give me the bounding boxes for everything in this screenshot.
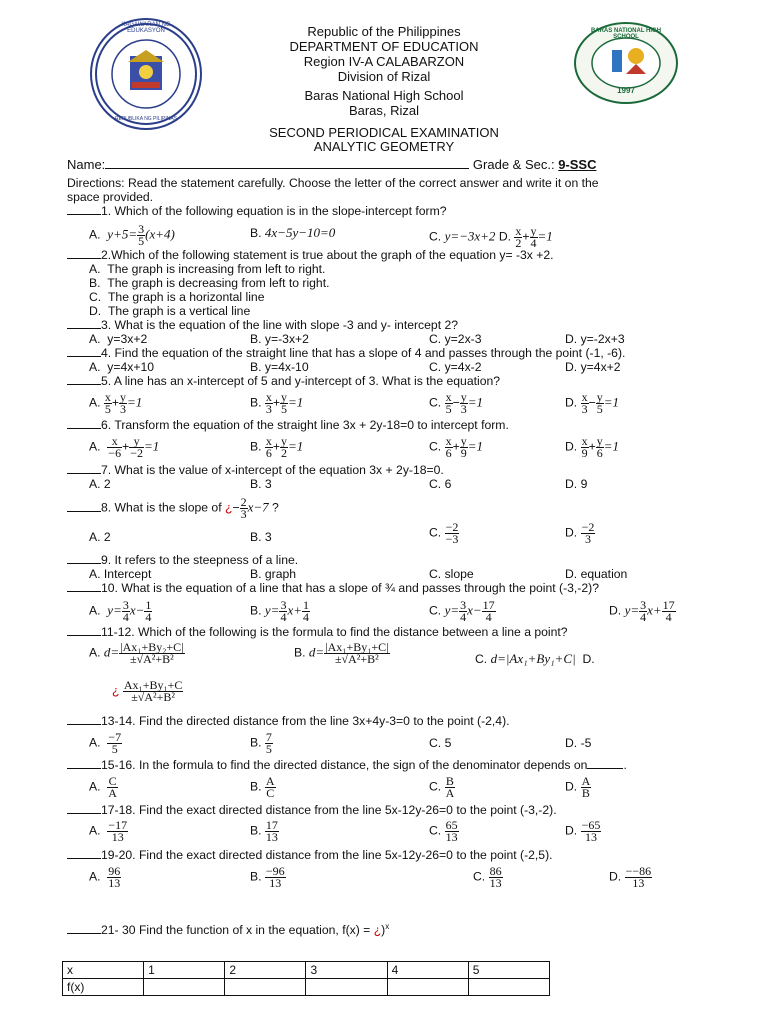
q17-option-c: C. $\frac{65}{13}$ — [429, 818, 458, 844]
answer-blank-15[interactable] — [67, 768, 101, 769]
directions-line1: Directions: Read the statement carefully. Choose the letter of the correct answer and write it on the — [67, 176, 599, 190]
answer-blank-10[interactable] — [67, 591, 101, 592]
table-cell[interactable] — [225, 979, 306, 996]
table-cell: 2 — [225, 962, 306, 979]
question-5: 5. A line has an x-intercept of 5 and y-intercept of 3. What is the equation? — [67, 374, 500, 388]
q10-option-c: C. y= $\frac{3}{4}$ x− $\frac{17}{4}$ — [429, 598, 495, 624]
q19-option-d: D. $\frac{--86}{13}$ — [609, 864, 652, 890]
q4-option-c: C. y=4x-2 — [429, 360, 482, 374]
header-school: Baras National High School — [304, 88, 464, 103]
name-label: Name: — [67, 157, 106, 172]
q4-option-d: D. y=4x+2 — [565, 360, 621, 374]
school-seal-text: BARAS NATIONAL HIGH SCHOOL — [590, 28, 662, 40]
q1-option-b: B. 4x−5y−10=0 — [250, 225, 336, 240]
table-cell[interactable] — [306, 979, 387, 996]
q7-option-c: C. 6 — [429, 477, 452, 491]
q8-option-c: C. $\frac{-2}{-3}$ — [429, 520, 459, 546]
q7-option-a: A. 2 — [89, 477, 111, 491]
deped-seal-top-text: KAGAWARAN NG EDUKASYON — [121, 22, 171, 34]
grade-label: Grade & Sec.: — [472, 157, 555, 172]
answer-blank-8[interactable] — [67, 511, 101, 512]
exam-subject: ANALYTIC GEOMETRY — [313, 139, 455, 154]
q4-option-b: B. y=4x-10 — [250, 360, 309, 374]
answer-blank-7[interactable] — [67, 473, 101, 474]
q11-option-d: ¿ $\frac{\text{Ax₁+By₁+C}}{\text{±√A²+B²}}$ — [112, 678, 183, 704]
table-row — [63, 962, 550, 979]
q7-option-d: D. 9 — [565, 477, 588, 491]
table-cell: 5 — [468, 962, 549, 979]
deped-seal-bottom-text: REPUBLIKA NG PILIPINAS — [115, 116, 177, 122]
name-field[interactable] — [105, 168, 469, 169]
table-row — [63, 979, 550, 996]
question-1: 1. Which of the following equation is in the slope-intercept form? — [67, 204, 447, 218]
q8-option-b: B. 3 — [250, 530, 272, 544]
question-11: 11-12. Which of the following is the formula to find the distance between a line a point? — [67, 625, 568, 639]
table-cell: 1 — [144, 962, 225, 979]
q17-option-b: B. $\frac{17}{13}$ — [250, 818, 278, 844]
school-seal-year: 1997 — [617, 86, 635, 95]
question-19: 19-20. Find the exact directed distance from the line 5x-12y-26=0 to the point (-2,5). — [67, 848, 553, 862]
answer-blank-11[interactable] — [67, 635, 101, 636]
header-deped: DEPARTMENT OF EDUCATION — [289, 39, 479, 54]
q9-option-d: D. equation — [565, 567, 628, 581]
question-8: 8. What is the slope of ¿− $\frac{2}{3}$ x−7 ? — [67, 497, 279, 520]
q3-option-b: B. y=-3x+2 — [250, 332, 309, 346]
q19-option-b: B. $\frac{-96}{13}$ — [250, 864, 285, 890]
q3-option-a: A. y=3x+2 — [89, 332, 148, 346]
q19-option-a: A. $\frac{96}{13}$ — [89, 864, 121, 890]
answer-blank-9[interactable] — [67, 563, 101, 564]
q6-option-d: D. $\frac{x}{9}$ + $\frac{y}{6}$ =1 — [565, 434, 619, 460]
q8-option-d: D. $\frac{-2}{3}$ — [565, 520, 595, 546]
q10-option-a: A. y= $\frac{3}{4}$ x− $\frac{1}{4}$ — [89, 598, 152, 624]
q13-option-b: B. $\frac{7}{5}$ — [250, 730, 272, 756]
question-15: 15-16. In the formula to find the directed distance, the sign of the denominator depends on . — [67, 758, 627, 772]
header-republic: Republic of the Philippines — [307, 24, 461, 39]
table-cell: 3 — [306, 962, 387, 979]
question-2: 2.Which of the following statement is true about the graph of the equation y= -3x +2. — [67, 248, 554, 262]
q9-option-a: A. Intercept — [89, 567, 152, 581]
q17-option-d: D. $\frac{-65}{13}$ — [565, 818, 601, 844]
question-4: 4. Find the equation of the straight line that has a slope of 4 and passes through the point (-1, -6). — [67, 346, 625, 360]
q7-option-b: B. 3 — [250, 477, 272, 491]
q6-option-a: A. $\frac{x}{-6}$ + $\frac{y}{-2}$ =1 — [89, 434, 160, 460]
grade-value: 9-SSC — [558, 157, 597, 172]
q8-option-a: A. 2 — [89, 530, 111, 544]
answer-blank-13[interactable] — [67, 724, 101, 725]
q13-option-c: C. 5 — [429, 736, 452, 750]
answer-blank-17[interactable] — [67, 813, 101, 814]
q6-option-b: B. $\frac{x}{6}$ + $\frac{y}{2}$ =1 — [250, 434, 304, 460]
question-10: 10. What is the equation of a line that has a slope of ¾ and passes through the point (-3,-2)? — [67, 581, 599, 595]
q6-option-c: C. $\frac{x}{6}$ + $\frac{y}{9}$ =1 — [429, 434, 483, 460]
function-table — [62, 961, 550, 996]
question-7: 7. What is the value of x-intercept of the equation 3x + 2y-18=0. — [67, 463, 444, 477]
question-17: 17-18. Find the exact directed distance from the line 5x-12y-26=0 to the point (-3,-2). — [67, 803, 557, 817]
answer-blank-21[interactable] — [67, 933, 101, 934]
answer-blank-19[interactable] — [67, 858, 101, 859]
table-cell: x — [63, 962, 144, 979]
table-cell: f(x) — [63, 979, 144, 996]
q2-option-c: C. The graph is a horizontal line — [89, 290, 265, 304]
table-cell: 4 — [387, 962, 468, 979]
question-21: 21- 30 Find the function of x in the equation, f(x) = ¿)$^x$ — [67, 920, 389, 937]
q5-option-a: A. $\frac{x}{5}$ + $\frac{y}{3}$ =1 — [89, 390, 143, 416]
q2-option-d: D. The graph is a vertical line — [89, 304, 251, 318]
question-13: 13-14. Find the directed distance from the line 3x+4y-3=0 to the point (-2,4). — [67, 714, 510, 728]
header-division: Division of Rizal — [337, 69, 431, 84]
q11-option-a: A. d= $\frac{\text{|Ax₁+By₂+C|}}{\text{±√A²+B²}}$ — [89, 640, 184, 666]
answer-blank-5[interactable] — [67, 384, 101, 385]
q11-option-b: B. d= $\frac{\text{|Ax₁+By₁+C|}}{\text{±√A²+B²}}$ — [294, 640, 389, 666]
q1-option-c: C. y=−3x+2 D. $\frac{x}{2}$ + $\frac{y}{4}$ =1 — [429, 224, 553, 250]
name-row — [67, 158, 597, 172]
q5-option-c: C. $\frac{x}{5}$ − $\frac{y}{3}$ =1 — [429, 390, 483, 416]
answer-blank-3[interactable] — [67, 328, 101, 329]
header-region: Region IV-A CALABARZON — [303, 54, 465, 69]
q10-option-d: D. y= $\frac{3}{4}$ x+ $\frac{17}{4}$ — [609, 598, 675, 624]
q15-option-d: D. $\frac{A}{B}$ — [565, 774, 591, 800]
answer-blank-6[interactable] — [67, 428, 101, 429]
q19-option-c: C. $\frac{86}{13}$ — [473, 864, 502, 890]
answer-blank-4[interactable] — [67, 356, 101, 357]
table-cell[interactable] — [468, 979, 549, 996]
answer-blank-2[interactable] — [67, 258, 101, 259]
q15-option-a: A. $\frac{C}{A}$ — [89, 774, 117, 800]
answer-blank-1[interactable] — [67, 214, 101, 215]
q9-option-c: C. slope — [429, 567, 474, 581]
q15-option-b: B. $\frac{A}{C}$ — [250, 774, 275, 800]
q15-option-c: C. $\frac{B}{A}$ — [429, 774, 455, 800]
exam-title: SECOND PERIODICAL EXAMINATION — [269, 125, 499, 140]
table-cell[interactable] — [144, 979, 225, 996]
q4-option-a: A. y=4x+10 — [89, 360, 155, 374]
question-3: 3. What is the equation of the line with slope -3 and y- intercept 2? — [67, 318, 458, 332]
directions-line2: space provided. — [67, 190, 154, 204]
q11-option-c: C. d=|Ax₁+By₁+C| D. — [475, 651, 595, 666]
table-cell[interactable] — [387, 979, 468, 996]
q13-option-a: A. $\frac{-7}{5}$ — [89, 730, 122, 756]
q5-option-d: D. $\frac{x}{3}$ − $\frac{y}{5}$ =1 — [565, 390, 619, 416]
header-location: Baras, Rizal — [348, 103, 420, 118]
question-9: 9. It refers to the steepness of a line. — [67, 553, 298, 567]
q3-option-d: D. y=-2x+3 — [565, 332, 625, 346]
q17-option-a: A. $\frac{-17}{13}$ — [89, 818, 128, 844]
q5-option-b: B. $\frac{x}{3}$ + $\frac{y}{5}$ =1 — [250, 390, 304, 416]
q2-option-b: B. The graph is decreasing from left to right. — [89, 276, 330, 290]
q1-option-a: A. y+5= $\frac{3}{5}$ (x+4) — [89, 222, 175, 248]
q3-option-c: C. y=2x-3 — [429, 332, 482, 346]
q10-option-b: B. y= $\frac{3}{4}$ x+ $\frac{1}{4}$ — [250, 598, 309, 624]
q9-option-b: B. graph — [250, 567, 297, 581]
question-6: 6. Transform the equation of the straight line 3x + 2y-18=0 to intercept form. — [67, 418, 509, 432]
q2-option-a: A. The graph is increasing from left to right. — [89, 262, 326, 276]
q13-option-d: D. -5 — [565, 736, 592, 750]
